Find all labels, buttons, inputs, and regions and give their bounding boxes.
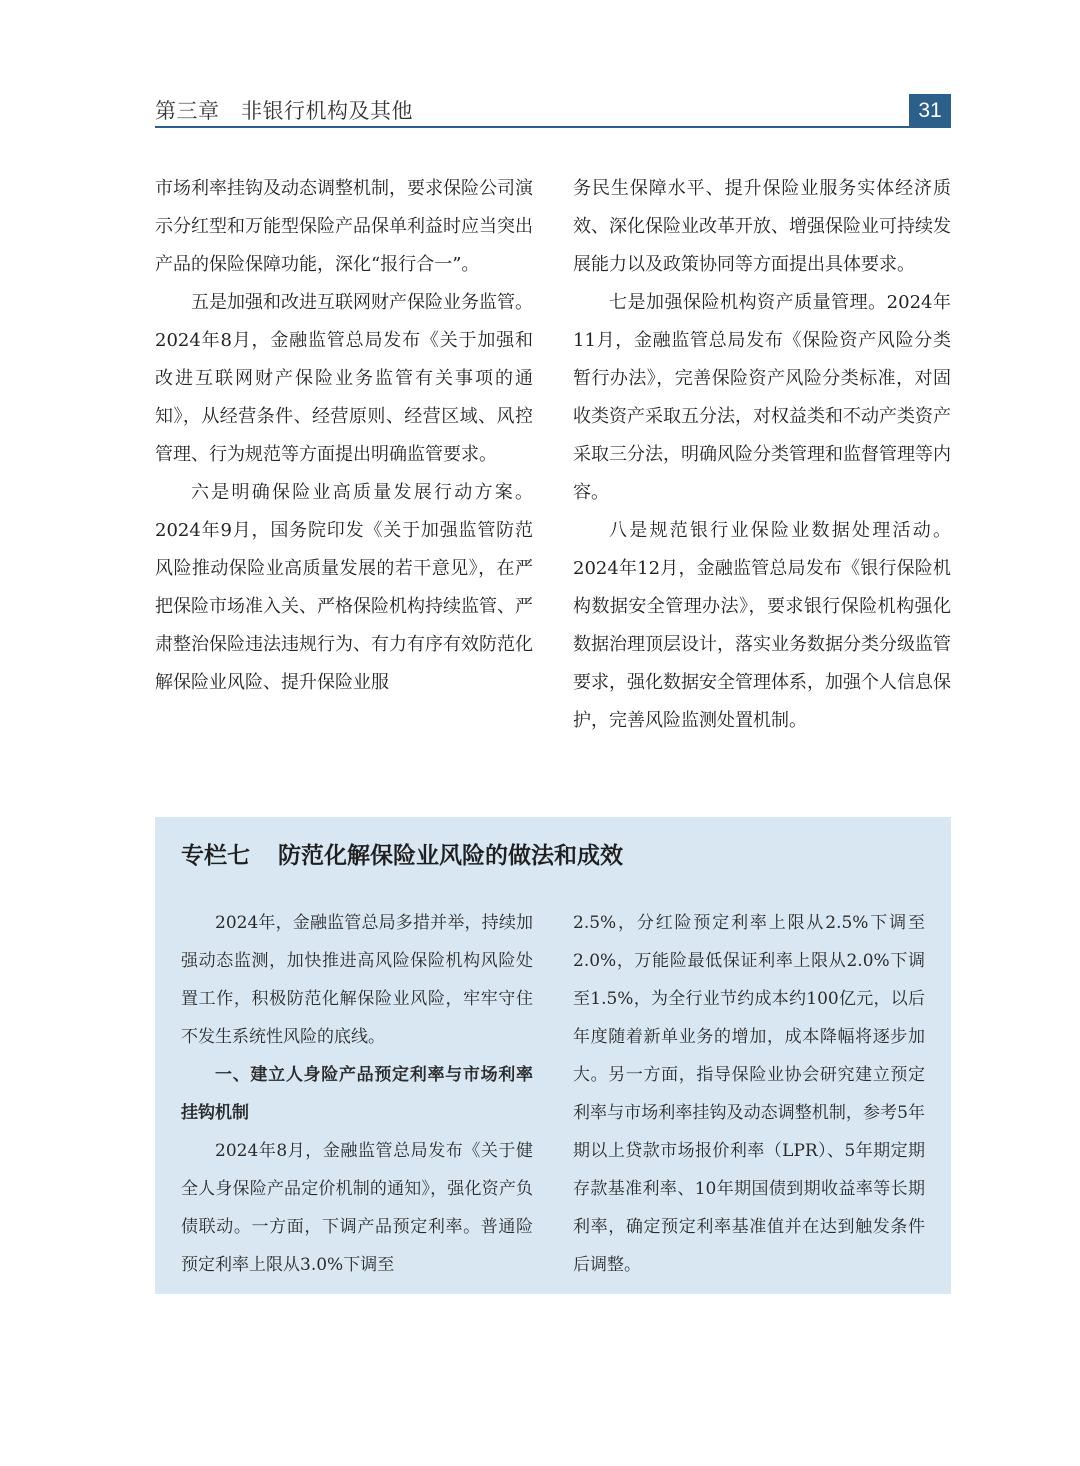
chapter-title: 第三章 非银行机构及其他 (155, 99, 413, 123)
sidebar-label: 专栏七 (181, 842, 250, 868)
paragraph: 2024年，金融监管总局多措并举，持续加强动态监测，加快推进高风险保险机构风险处置工作，积极防范化解保险业风险，牢牢守住不发生系统性风险的底线。 (181, 913, 533, 1047)
paragraph: 务民生保障水平、提升保险业服务实体经济质效、深化保险业改革开放、增强保险业可持续发展能力以及政策协同等方面提出具体要求。 (573, 178, 951, 275)
paragraph: 2.5%，分红险预定利率上限从2.5%下调至2.0%，万能险最低保证利率上限从2.0%下调至1.5%，为全行业节约成本约100亿元，以后年度随着新单业务的增加，成本降幅将逐步加大。另一方面，指导保险业协会研究建立预定利率与市场利率挂钩及动态调整机制，参考5年期以上贷款市场报价利率（LPR）、5年期定期存款基准利率、10年期国债到期收益率等长期利率，确定预定利率基准值并在达到触发条件后调整。 (573, 913, 925, 1275)
paragraph: 六是明确保险业高质量发展行动方案。2024年9月，国务院印发《关于加强监管防范风险推动保险业高质量发展的若干意见》，在严把保险市场准入关、严格保险机构持续监管、严肃整治保险违法违规行为、有力有序有效防范化解保险业风险、提升保险业服 (155, 482, 533, 693)
paragraph: 七是加强保险机构资产质量管理。2024年11月，金融监管总局发布《保险资产风险分类暂行办法》，完善保险资产风险分类标准，对固收类资产采取五分法，对权益类和不动产类资产采取三分法，明确风险分类管理和监督管理等内容。 (573, 292, 951, 503)
paragraph: 市场利率挂钩及动态调整机制，要求保险公司演示分红型和万能型保险产品保单利益时应当突出产品的保险保障功能，深化“报行合一”。 (155, 178, 533, 275)
paragraph: 五是加强和改进互联网财产保险业务监管。2024年8月，金融监管总局发布《关于加强和改进互联网财产保险业务监管有关事项的通知》，从经营条件、经营原则、经营区域、风控管理、行为规范等方面提出明确监管要求。 (155, 292, 533, 465)
sidebar-left-column (181, 904, 533, 1284)
paragraph: 2024年8月，金融监管总局发布《关于健全人身保险产品定价机制的通知》，强化资产负债联动。一方面，下调产品预定利率。普通险预定利率上限从3.0%下调至 (181, 1141, 533, 1275)
sidebar-box (155, 817, 951, 1294)
sidebar-title (181, 839, 623, 871)
page-header (155, 96, 951, 128)
left-column (155, 170, 533, 702)
right-column (573, 170, 951, 740)
paragraph: 八是规范银行业保险业数据处理活动。2024年12月，金融监管总局发布《银行保险机构数据安全管理办法》，要求银行保险机构强化数据治理顶层设计，落实业务数据分类分级监管要求，强化数据安全管理体系，加强个人信息保护，完善风险监测处置机制。 (573, 520, 951, 731)
sidebar-subheading: 一、建立人身险产品预定利率与市场利率挂钩机制 (181, 1065, 533, 1122)
header-rule (155, 126, 951, 128)
page-number: 31 (909, 94, 951, 128)
sidebar-right-column (573, 904, 925, 1284)
sidebar-heading: 防范化解保险业风险的做法和成效 (278, 842, 623, 868)
